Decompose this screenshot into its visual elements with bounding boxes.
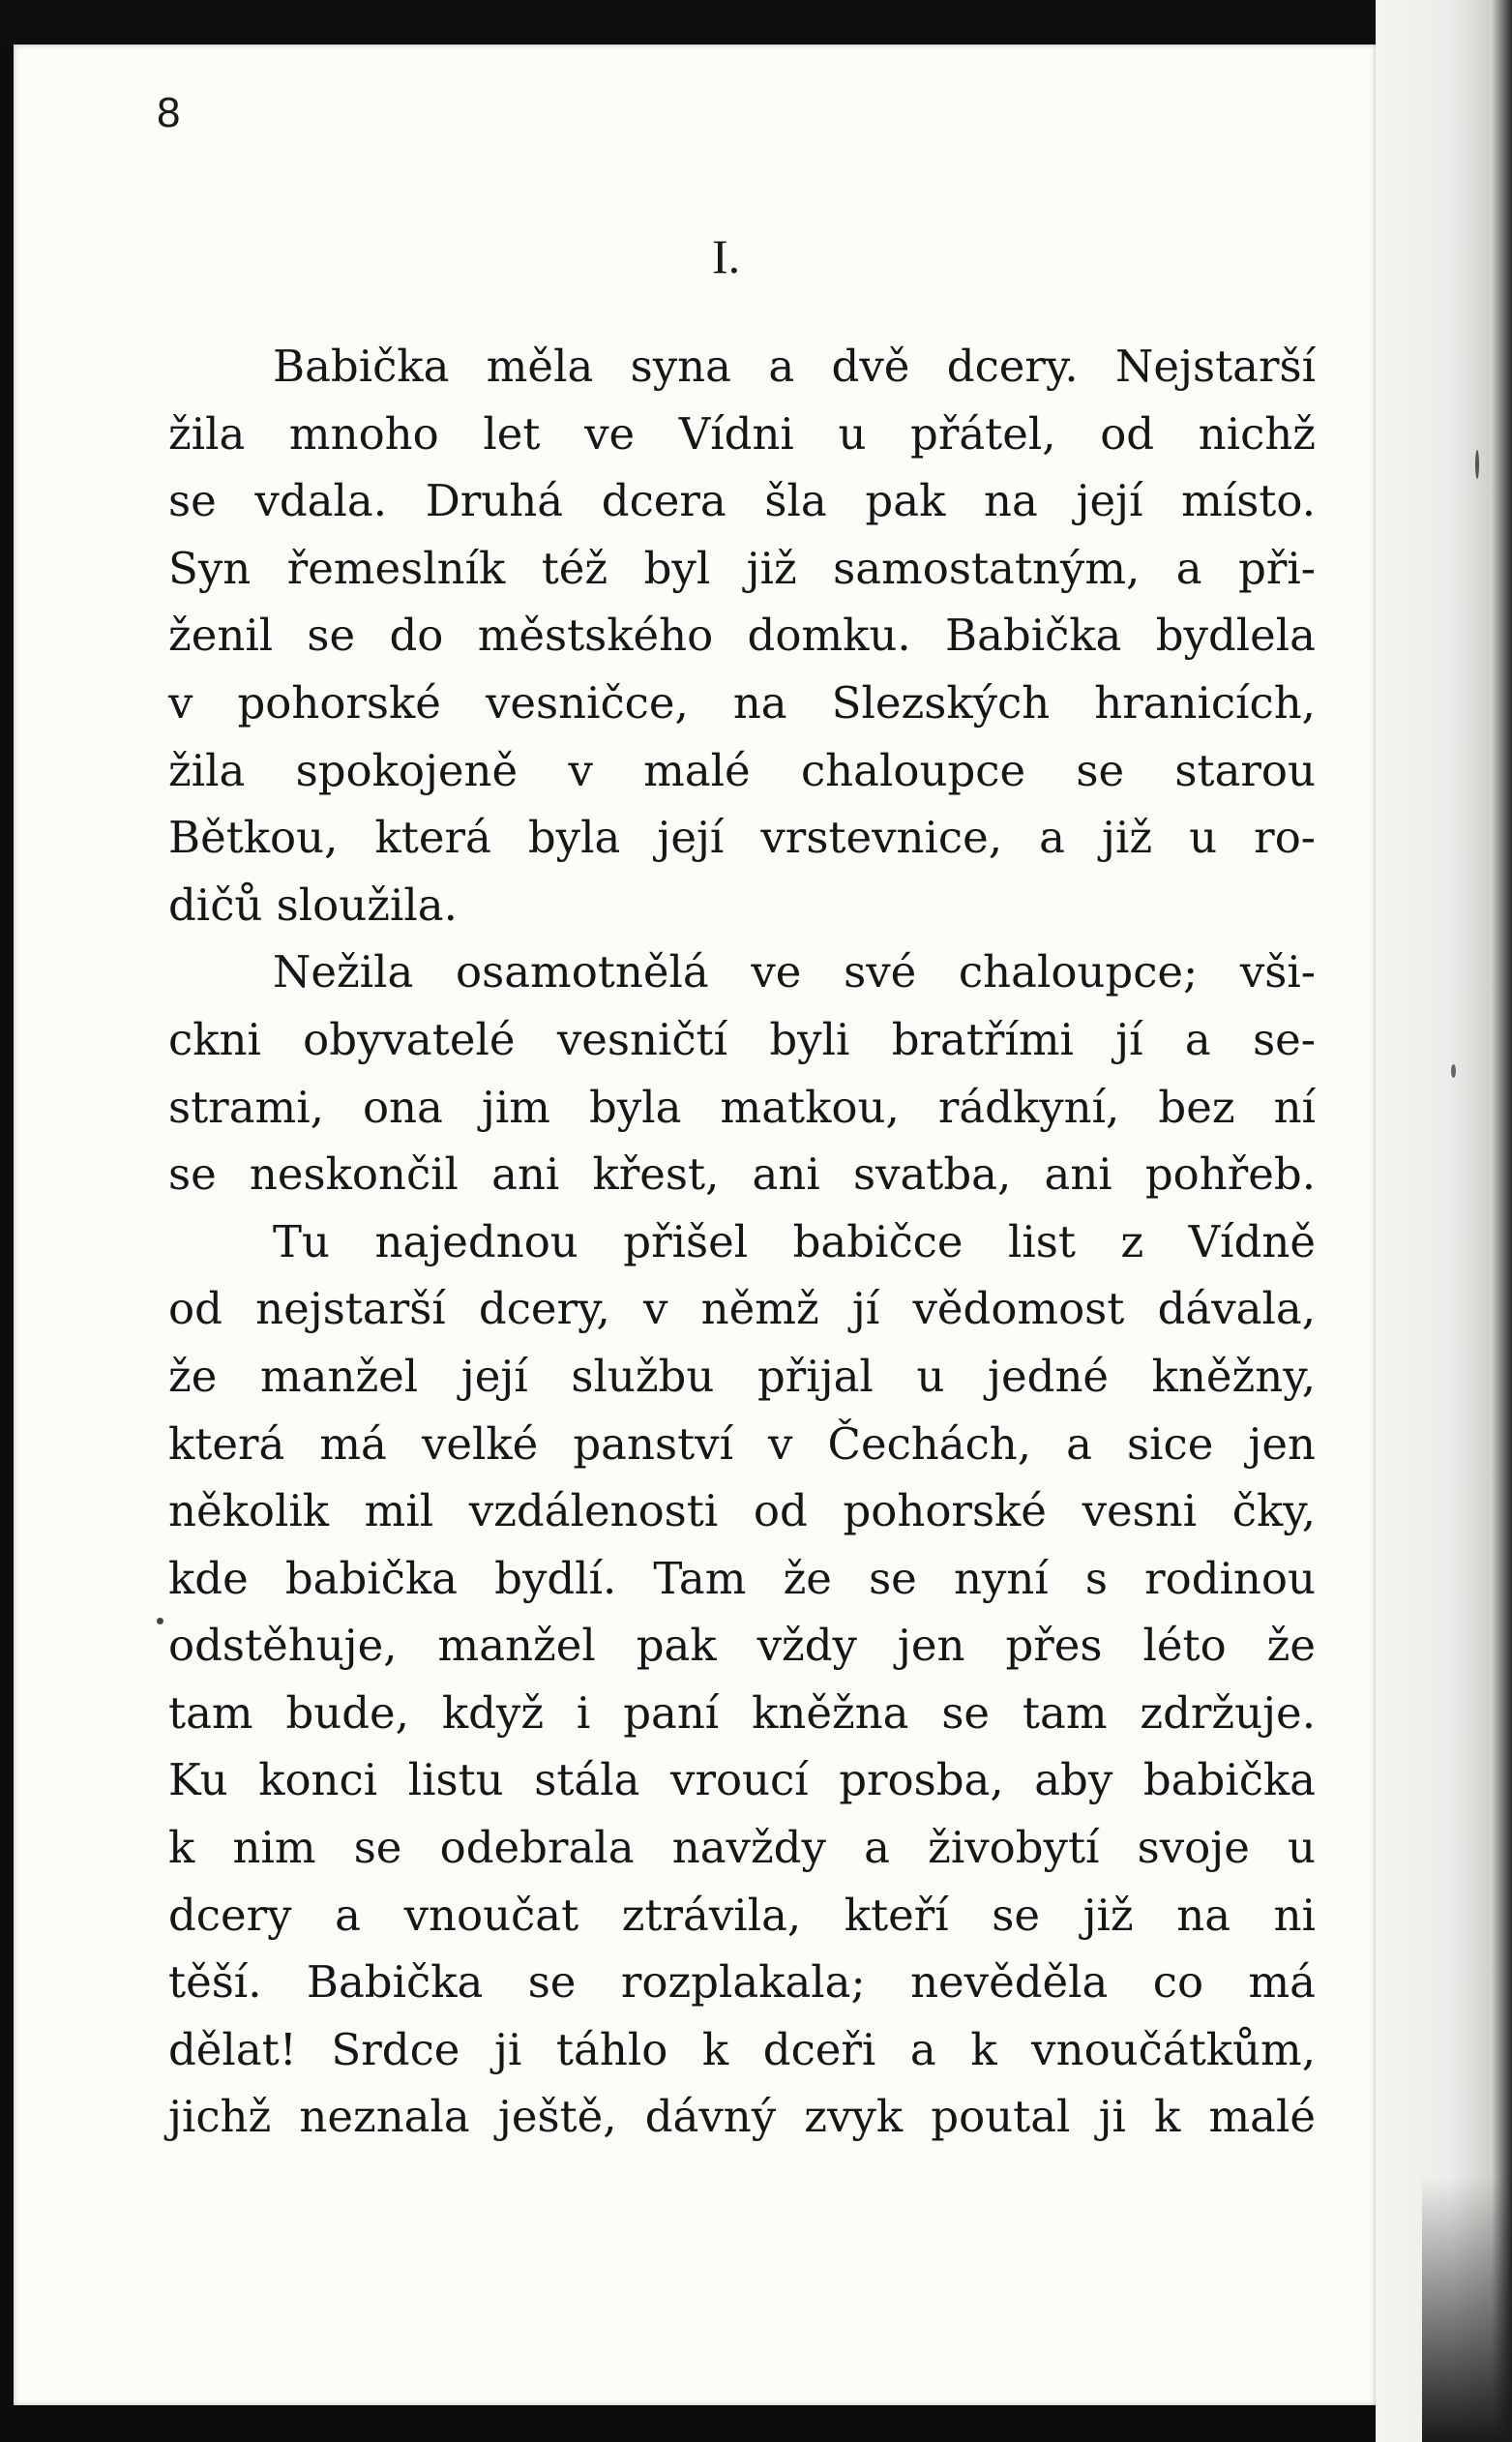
text-line: Syn řemeslník též byl již samostatným, a při-	[168, 542, 1316, 594]
text-line: tam bude, když i paní kněžna se tam zdržuje.	[168, 1686, 1316, 1739]
text-line: jichž neznala ještě, dávný zvyk poutal ji k malé	[168, 2091, 1316, 2143]
chapter-heading: I.	[712, 229, 741, 283]
text-line: dcery a vnoučat ztrávila, kteří se již na ni	[168, 1889, 1316, 1941]
text-line: dičů sloužila.	[168, 879, 458, 931]
text-line: k nim se odebrala navždy a živobytí svoje u	[168, 1822, 1316, 1874]
text-line: od nejstarší dcery, v němž jí vědomost dávala,	[168, 1283, 1316, 1335]
text-line: kde babička bydlí. Tam že se nyní s rodinou	[168, 1552, 1316, 1604]
text-line: žila mnoho let ve Vídni u přátel, od nichž	[168, 407, 1316, 460]
text-line: Bětkou, která byla její vrstevnice, a již u ro-	[168, 812, 1316, 864]
text-line: Babička měla syna a dvě dcery. Nejstarší	[273, 341, 1316, 392]
text-line: se vdala. Druhá dcera šla pak na její místo.	[168, 475, 1316, 527]
text-line: několik mil vzdálenosti od pohorské vesni čky,	[168, 1485, 1316, 1537]
text-line: v pohorské vesničce, na Slezských hranicích,	[168, 676, 1316, 729]
body-text	[168, 333, 1316, 2151]
text-line: odstěhuje, manžel pak vždy jen přes léto že	[168, 1620, 1316, 1672]
text-line: která má velké panství v Čechách, a sice jen	[168, 1417, 1316, 1470]
text-line: Tu najednou přišel babičce list z Vídně	[273, 1215, 1316, 1267]
text-line: ckni obyvatelé vesničtí byli bratřími jí a se-	[168, 1013, 1316, 1065]
text-line: ženil se do městského domku. Babička bydlela	[168, 610, 1316, 662]
adjacent-page-edge	[1376, 0, 1512, 2442]
scan-speck	[157, 1618, 163, 1624]
text-line: strami, ona jim byla matkou, rádkyní, bez ní	[168, 1081, 1316, 1133]
text-line: se neskončil ani křest, ani svatba, ani pohřeb.	[168, 1148, 1316, 1201]
text-line: Ku konci listu stála vroucí prosba, aby babička	[168, 1754, 1316, 1806]
binding-shadow	[1422, 2177, 1512, 2442]
text-line: dělat! Srdce ji táhlo k dceři a k vnoučátkům,	[168, 2023, 1316, 2075]
page-number: 8	[157, 89, 181, 136]
text-line: těší. Babička se rozplakala; nevěděla co má	[168, 1956, 1316, 2009]
text-line: žila spokojeně v malé chaloupce se starou	[168, 744, 1316, 796]
scan-speck	[1451, 1064, 1456, 1078]
text-line: Nežila osamotnělá ve své chaloupce; vši-	[273, 946, 1316, 998]
scan-top-border	[0, 0, 1376, 45]
scan-speck	[1475, 450, 1479, 479]
text-line: že manžel její službu přijal u jedné kněžny,	[168, 1350, 1316, 1402]
